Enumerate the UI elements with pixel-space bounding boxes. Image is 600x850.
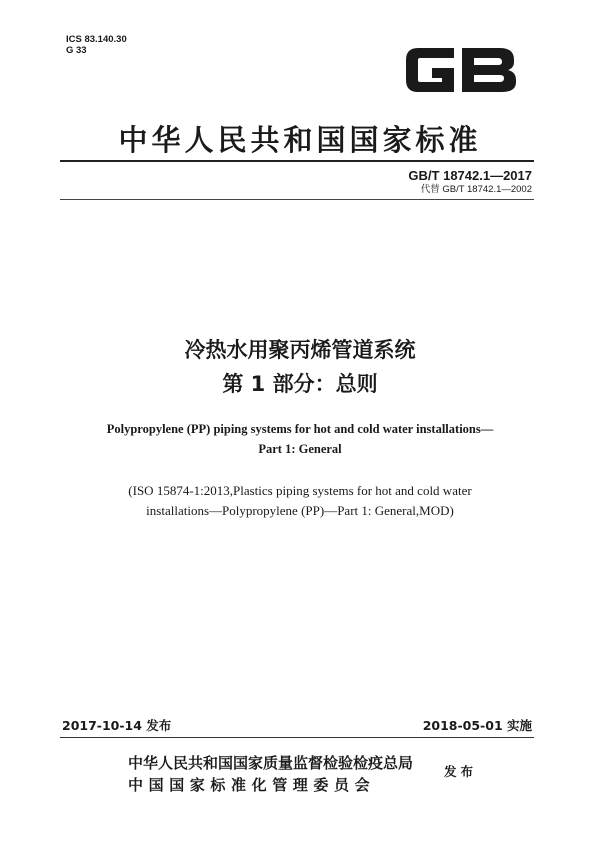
iso-reference-line2: installations—Polypropylene (PP)—Part 1: General,MOD) [146, 503, 454, 518]
issuer-line2: 中国国家标准化管理委员会 [128, 776, 376, 794]
issue-date: 2017-10-14 发布 [62, 718, 172, 733]
standard-number: GB/T 18742.1—2017 [408, 168, 532, 183]
implement-date: 2018-05-01 实施 [422, 718, 532, 733]
standard-type-title: 中华人民共和国国家标准 [118, 123, 482, 157]
issuer-line1: 中华人民共和国国家质量监督检验检疫总局 [128, 754, 414, 772]
publish-label: 发布 [444, 764, 478, 779]
title-cn-line1: 冷热水用聚丙烯管道系统 [184, 338, 416, 362]
issuing-bodies [128, 752, 413, 796]
number-divider [60, 199, 534, 200]
gb-logo [402, 42, 520, 98]
date-divider [60, 737, 534, 738]
ccs-code: G 33 [66, 45, 87, 56]
iso-reference-line1: (ISO 15874-1:2013,Plastics piping systems for hot and cold water [128, 483, 472, 498]
classification-codes [66, 34, 127, 56]
gb-logo-graphic [402, 42, 520, 98]
standard-number-block [408, 168, 532, 196]
top-divider [60, 160, 534, 162]
title-en-line2: Part 1: General [258, 442, 342, 456]
ics-code: ICS 83.140.30 [66, 34, 127, 45]
title-en-line1: Polypropylene (PP) piping systems for hot and cold water installations— [106, 422, 494, 436]
title-cn-line2: 第 1 部分：总则 [222, 372, 378, 396]
replaces-note: 代替 GB/T 18742.1—2002 [420, 184, 532, 195]
